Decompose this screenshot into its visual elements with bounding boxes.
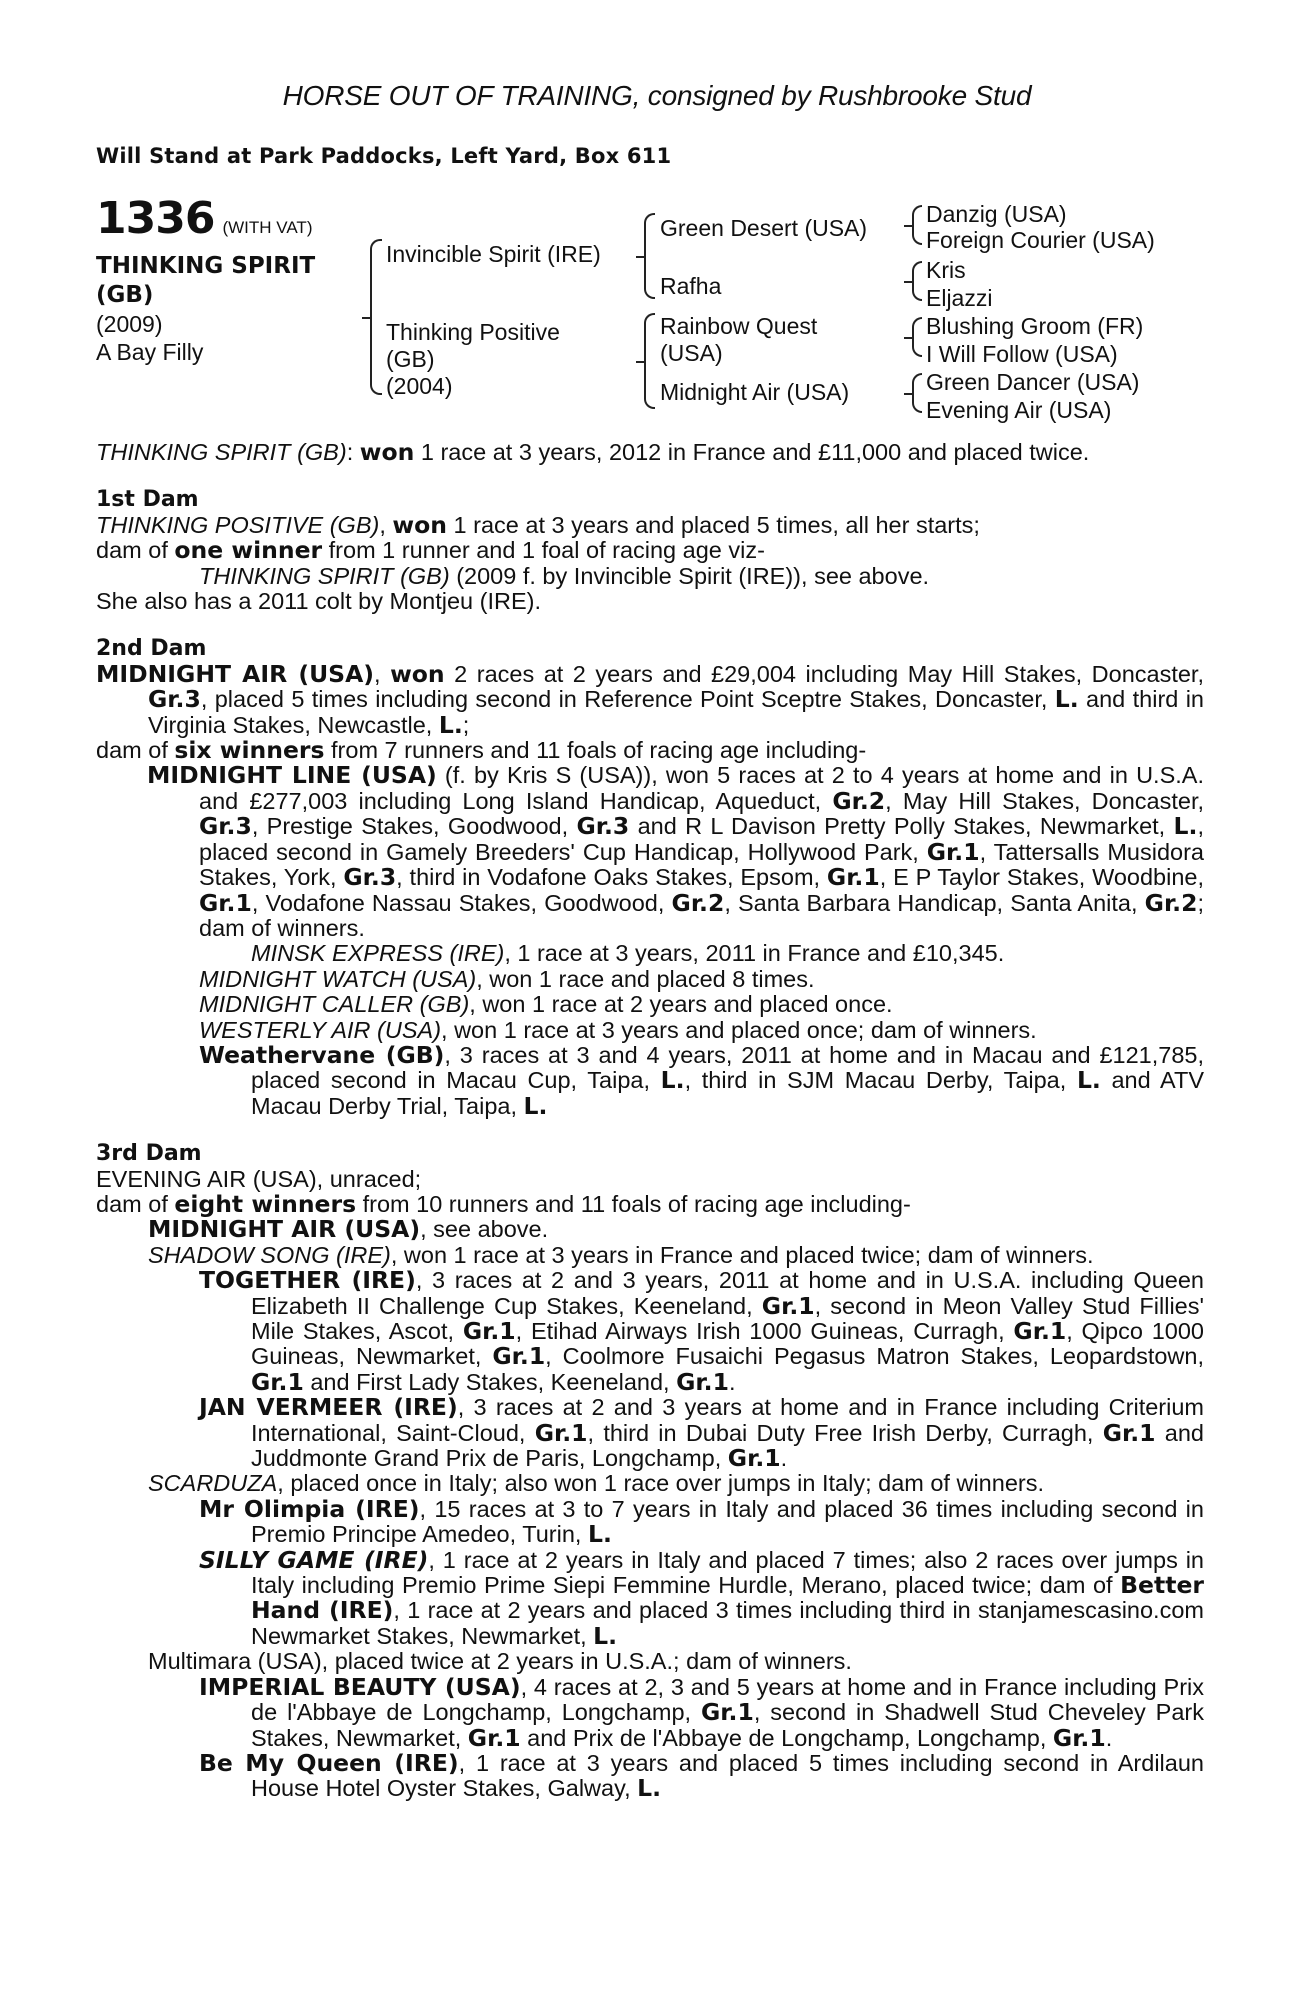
produce-entry: WESTERLY AIR (USA), won 1 race at 3 years and placed once; dam of winners. xyxy=(199,1016,1037,1043)
pedigree-g5: Blushing Groom (FR) xyxy=(926,313,1144,339)
dam-entry: THINKING POSITIVE (GB), won 1 race at 3 years and placed 5 times, all her starts; xyxy=(96,510,980,539)
produce-entry: MIDNIGHT WATCH (USA), won 1 race and placed 8 times. xyxy=(199,965,815,992)
produce-entry: SCARDUZA, placed once in Italy; also won 1 race over jumps in Italy; dam of winners. xyxy=(148,1470,1044,1497)
pedigree-dam-sire: Rainbow Quest (USA) xyxy=(660,313,818,366)
dam-note: She also has a 2011 colt by Montjeu (IRE). xyxy=(96,588,541,615)
pedigree-sire-sire: Green Desert (USA) xyxy=(660,215,868,241)
pedigree-g7: Green Dancer (USA) xyxy=(926,369,1140,395)
lot-number: 1336 xyxy=(96,193,215,244)
produce-entry: MIDNIGHT CALLER (GB), won 1 race at 2 years and placed once. xyxy=(199,991,893,1018)
pedigree-g4: Eljazzi xyxy=(926,285,993,311)
lot-info xyxy=(96,193,316,366)
pedigree-block xyxy=(96,193,1236,430)
pedigree-g6: I Will Follow (USA) xyxy=(926,341,1118,367)
produce-entry: MIDNIGHT AIR (USA), see above. xyxy=(148,1215,549,1244)
pedigree-dam: Thinking Positive (GB) (2004) xyxy=(386,319,560,399)
foaling-year: (2009) xyxy=(96,311,163,337)
section-heading-3rd-dam: 3rd Dam xyxy=(96,1141,202,1167)
pedigree-sire: Invincible Spirit (IRE) xyxy=(386,241,601,267)
dam-entry: MIDNIGHT AIR (USA), won 2 races at 2 years and £29,004 including May Hill Stakes, Doncaster, Gr.3, placed 5 times including second in Reference Point Sceptre Stakes, Doncaster, L. and third in Virginia Stakes, Newcastle, L.; xyxy=(96,659,1204,739)
dam-produce-line: dam of six winners from 7 runners and 11 foals of racing age including- xyxy=(96,736,867,765)
race-record xyxy=(96,440,1204,1802)
pedigree-g1: Danzig (USA) xyxy=(926,201,1067,227)
page-title: HORSE OUT OF TRAINING, consigned by Rushbrooke Stud xyxy=(282,80,1032,111)
produce-entry: Weathervane (GB), 3 races at 3 and 4 years, 2011 at home and in Macau and £121,785, placed second in Macau Cup, Taipa, L., third in SJM Macau Derby, Taipa, L. and ATV Macau Derby Trial, Taipa, L. xyxy=(199,1040,1205,1120)
produce-entry: SILLY GAME (IRE), 1 race at 2 years in Italy and placed 7 times; also 2 races over jumps in Italy including Premio Prime Siepi Femmine Hurdle, Merano, placed twice; dam of Better Hand (IRE), 1 race at 2 years and placed 3 times including third in stanjamescasino.com Newmarket Stakes, Newmarket, L. xyxy=(199,1545,1205,1650)
horse-sex: A Bay Filly xyxy=(96,339,204,365)
dam-produce-line: dam of one winner from 1 runner and 1 foal of racing age viz- xyxy=(96,536,765,565)
pedigree-brace xyxy=(644,213,655,299)
produce-entry: MINSK EXPRESS (IRE), 1 race at 3 years, 2011 in France and £10,345. xyxy=(251,940,1005,967)
vat-note: (WITH VAT) xyxy=(222,218,313,237)
section-heading-2nd-dam: 2nd Dam xyxy=(96,636,207,662)
produce-entry: MIDNIGHT LINE (USA) (f. by Kris S (USA)), won 5 races at 2 to 4 years at home and in U.S.A. and £277,003 including Long Island Handicap, Aqueduct, Gr.2, May Hill Stakes, Doncaster, Gr.3, Prestige Stakes, Goodwood, Gr.3 and R L Davison Pretty Polly Stakes, Newmarket, L., placed second in Gamely Breeders' Cup Handicap, Hollywood Park, Gr.1, Tattersalls Musidora Stakes, York, Gr.3, third in Vodafone Oaks Stakes, Epsom, Gr.1, E P Taylor Stakes, Woodbine, Gr.1, Vodafone Nassau Stakes, Goodwood, Gr.2, Santa Barbara Handicap, Santa Anita, Gr.2; dam of winners. xyxy=(147,761,1205,941)
pedigree-g3: Kris xyxy=(926,257,966,283)
produce-entry: JAN VERMEER (IRE), 3 races at 2 and 3 years at home and in France including Criterium International, Saint-Cloud, Gr.1, third in Dubai Duty Free Irish Derby, Curragh, Gr.1 and Juddmonte Grand Prix de Paris, Longchamp, Gr.1. xyxy=(199,1393,1204,1473)
pedigree-g2: Foreign Courier (USA) xyxy=(926,227,1155,253)
pedigree-dam-dam: Midnight Air (USA) xyxy=(660,379,850,405)
pedigree-sire-dam: Rafha xyxy=(660,273,722,299)
pedigree-brace xyxy=(912,373,922,413)
horse-name: THINKING SPIRIT (GB) xyxy=(96,253,316,308)
pedigree-g8: Evening Air (USA) xyxy=(926,397,1112,423)
produce-entry: SHADOW SONG (IRE), won 1 race at 3 years in France and placed twice; dam of winners. xyxy=(148,1241,1094,1268)
produce-entry: THINKING SPIRIT (GB) (2009 f. by Invincible Spirit (IRE)), see above. xyxy=(199,562,930,589)
stand-location: Will Stand at Park Paddocks, Left Yard, Box 611 xyxy=(96,144,672,168)
produce-entry: IMPERIAL BEAUTY (USA), 4 races at 2, 3 and 5 years at home and in France including Prix de l'Abbaye de Longchamp, Longchamp, Gr.1, second in Shadwell Stud Cheveley Park Stakes, Newmarket, Gr.1 and Prix de l'Abbaye de Longchamp, Longchamp, Gr.1. xyxy=(199,1672,1204,1752)
dam-produce-line: dam of eight winners from 10 runners and 11 foals of racing age including- xyxy=(96,1189,911,1218)
pedigree-brace xyxy=(912,317,922,357)
produce-entry: Mr Olimpia (IRE), 15 races at 3 to 7 years in Italy and placed 36 times including second in Premio Principe Amedeo, Turin, L. xyxy=(199,1494,1204,1549)
section-heading-1st-dam: 1st Dam xyxy=(96,487,199,513)
pedigree-brace xyxy=(912,261,922,301)
pedigree-brace xyxy=(644,313,655,409)
pedigree-brace xyxy=(912,205,922,245)
horse-summary: THINKING SPIRIT (GB): won 1 race at 3 years, 2012 in France and £11,000 and placed twice. xyxy=(96,438,1090,466)
produce-entry: Multimara (USA), placed twice at 2 years in U.S.A.; dam of winners. xyxy=(148,1648,852,1675)
produce-entry: TOGETHER (IRE), 3 races at 2 and 3 years, 2011 at home and in U.S.A. including Queen Elizabeth II Challenge Cup Stakes, Keeneland, Gr.1, second in Meon Valley Stud Fillies' Mile Stakes, Ascot, Gr.1, Etihad Airways Irish 1000 Guineas, Curragh, Gr.1, Qipco 1000 Guineas, Newmarket, Gr.1, Coolmore Fusaichi Pegasus Matron Stakes, Leopardstown, Gr.1 and First Lady Stakes, Keeneland, Gr.1. xyxy=(199,1266,1204,1396)
pedigree-brace xyxy=(370,239,382,395)
dam-entry: EVENING AIR (USA), unraced; xyxy=(96,1165,422,1192)
produce-entry: Be My Queen (IRE), 1 race at 3 years and placed 5 times including second in Ardilaun House Hotel Oyster Stakes, Galway, L. xyxy=(199,1748,1204,1803)
